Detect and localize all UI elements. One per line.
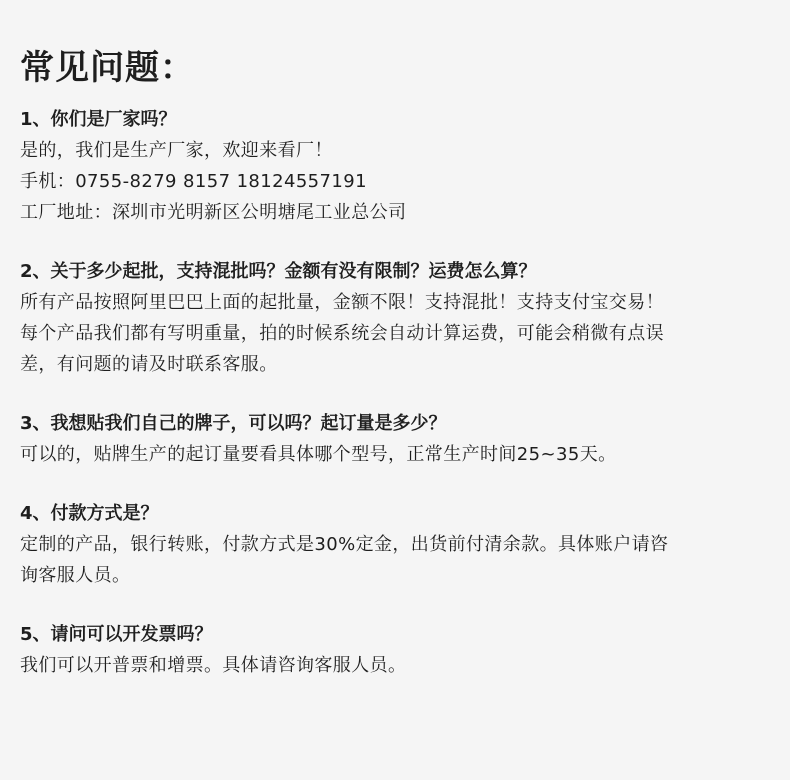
faq-item-4 — [20, 498, 790, 591]
faq-answer-line: 每个产品我们都有写明重量，拍的时候系统会自动计算运费，可能会稍微有点误 — [20, 323, 664, 344]
faq-answer-line: 可以的，贴牌生产的起订量要看具体哪个型号，正常生产时间25~35天。 — [20, 444, 617, 465]
faq-answer-line: 询客服人员。 — [20, 565, 131, 586]
faq-answer-line: 工厂地址：深圳市光明新区公明塘尾工业总公司 — [20, 202, 407, 223]
faq-answer-line: 定制的产品，银行转账，付款方式是30%定金，出货前付清余款。具体账户请咨 — [20, 534, 669, 555]
faq-item-5 — [20, 619, 790, 681]
faq-answer-line: 我们可以开普票和增票。具体请咨询客服人员。 — [20, 655, 407, 676]
faq-question: 3、我想贴我们自己的牌子，可以吗？起订量是多少？ — [20, 413, 447, 434]
faq-answer-line: 差，有问题的请及时联系客服。 — [20, 354, 278, 375]
faq-question: 4、付款方式是？ — [20, 503, 159, 524]
faq-item-1 — [20, 104, 790, 228]
faq-answer-line: 所有产品按照阿里巴巴上面的起批量，金额不限！支持混批！支持支付宝交易！ — [20, 292, 664, 313]
page-title: 常见问题： — [20, 48, 195, 88]
faq-question: 1、你们是厂家吗？ — [20, 109, 177, 130]
faq-answer-line: 手机：0755-8279 8157 18124557191 — [20, 171, 367, 192]
faq-question: 5、请问可以开发票吗？ — [20, 624, 213, 645]
faq-item-2 — [20, 256, 790, 380]
faq-question: 2、关于多少起批，支持混批吗？金额有没有限制？运费怎么算？ — [20, 261, 537, 282]
faq-answer-line: 是的，我们是生产厂家，欢迎来看厂！ — [20, 140, 333, 161]
faq-item-3 — [20, 408, 790, 470]
